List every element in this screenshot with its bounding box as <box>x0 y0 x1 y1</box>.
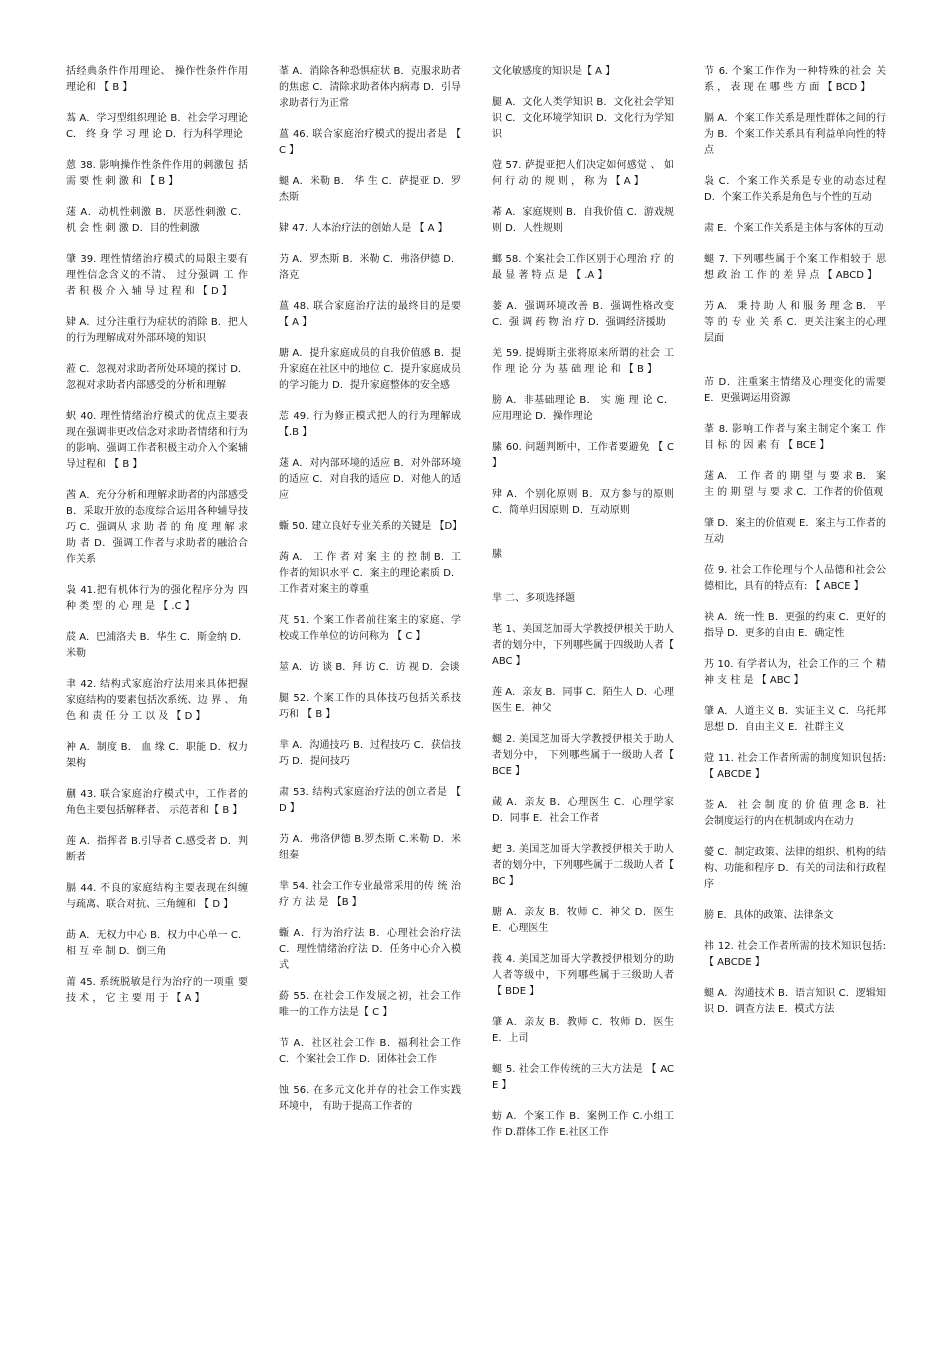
text-block: 腿 52. 个案工作的具体技巧包括关系技巧和 【 B 】 <box>279 693 461 720</box>
text-block: 薆 C．制定政策、法律的组织、机构的结构、功能和程序 D．有关的司法和行政程序 <box>704 847 886 890</box>
section-heading: 芈 二、多项选择题 <box>492 593 576 604</box>
text-block: 腿 A．文化人类学知识 B．文化社会学知识 C．文化环境学知识 D．文化行为学知识 <box>492 97 674 140</box>
text-block: 肇 D．案主的价值观 E．案主与工作者的互动 <box>704 518 886 545</box>
text-block: 莀 A．巴浦洛夫 B．华生 C．斯金纳 D．米勒 <box>66 632 248 659</box>
text-block: 蒕 48. 联合家庭治疗法的最终目的是要 【 A 】 <box>279 301 461 328</box>
text-block: 膆 60. 问题判断中，工作者要避免 【 C 】 <box>492 442 674 469</box>
text-block: 袅 C．个案工作关系是专业的动态过程 D．个案工作关系是角色与个性的互动 <box>704 176 886 203</box>
text-block: 莁 A．访 谈 B．拜 访 C．访 视 D．会谈 <box>279 662 460 673</box>
text-block: 莆 45. 系统脱敏是行为治疗的一项重 要 技 术 ， 它 主 要 用 于 【 A 】 <box>66 977 248 1004</box>
text-block: 蚇 40. 理性情绪治疗模式的优点主要表现在强调非更改信念对求助者情绪和行为的影响、强调工作者积极主动介入个案辅导过程和 【 B 】 <box>66 411 248 470</box>
text-block: 蒄 11. 社会工作者所需的制度知识包括:【 ABCDE 】 <box>704 753 886 780</box>
text-block: 衶 A．制度 B． 血 缘 C．职能 D．权力架构 <box>66 742 248 769</box>
text-block: 膈 44. 不良的家庭结构主要表现在纠缠与疏离、联合对抗、三角缠和 【 D 】 <box>66 883 248 910</box>
text-block: 蝂 50. 建立良好专业关系的关键是 【D】 <box>279 521 463 532</box>
text-block: 蒁 A．动机性刺激 B．厌恶性刺激 C． 机 会 性 刺 激 D．目的性刺激 <box>66 207 248 234</box>
text-block: 膀 A．非基础理论 B． 实 施 理 论 C．应用理论 D．操作理论 <box>492 395 674 422</box>
text-block: 莶 A． 社 会 制 度 的 价 值 理 念 B．社会制度运行的内在机制或内在动力 <box>704 800 886 827</box>
text-block: 莤 A．充分分析和理解求助者的内部感受 B．采取开放的态度综合运用各种辅导技巧 C．强调从 求 助 者 的 角 度 理 解 求 助 者 D．强调工作者与求助者的融洽合作关系 <box>66 490 248 565</box>
text-block: 肄 A．过分注重行为症状的消除 B．把人的行为理解成对外部环境的知识 <box>66 317 248 344</box>
text-block: 莲 A．指挥者 B.引导者 C.感受者 D．判断者 <box>66 836 248 863</box>
text-block: 肇 A．亲友 B．教师 C．牧师 D．医生 E．上司 <box>492 1017 674 1044</box>
text-block: 文化敏感度的知识是【 A 】 <box>492 66 616 77</box>
text-block: 芃 51. 个案工作者前往案主的家庭、学校或工作单位的访问称为 【 C 】 <box>279 615 461 642</box>
column-1 <box>66 64 248 1022</box>
text-block: 蒕 46. 联合家庭治疗模式的提出者是 【 C 】 <box>279 129 461 156</box>
text-block: 袂 A．统一性 B．更强的约束 C．更好的指导 D．更多的自由 E．确定性 <box>704 612 886 639</box>
text-block: 蒯 43. 联合家庭治疗模式中，工作者的角色主要包括解释者、 示范者和【 B 】 <box>66 789 248 816</box>
text-block: 芈 A．沟通技巧 B．过程技巧 C．获信技巧 D．提问技巧 <box>279 740 461 767</box>
text-block: 芀 A． 秉 持 助 人 和 服 务 理 念 B． 平 等 的 专 业 关 系 C．更关注案主的心理层面 <box>704 301 886 344</box>
text-block: 膀 E．具体的政策、法律条文 <box>704 910 834 921</box>
text-block: 肇 A．人道主义 B．实证主义 C．乌托邦思想 D．自由主义 E．社群主义 <box>704 706 886 733</box>
text-block: 莣 49. 行为修正模式把人的行为理解成 【.B 】 <box>279 411 461 438</box>
text-block: 膅 A．提升家庭成员的自我价值感 B．提升家庭在社区中的地位 C．提升家庭成员的学习能力 D．提升家庭整体的安全感 <box>279 348 461 391</box>
text-block: 羌 59. 提姆斯主张将原来所谓的社会 工 作 理 论 分 为 基 础 理 论 和 【 B 】 <box>492 348 674 375</box>
text-block: 莲 A．亲友 B．同事 C．陌生人 D．心理医生 E．神父 <box>492 687 674 714</box>
document-page <box>66 64 886 1324</box>
text-block: 莑 8. 影响工作者与案主制定个案工 作 目 标 的 因 素 有 【 BCE 】 <box>704 424 886 451</box>
text-block: 节 A．社区社会工作 B．福利社会工作 C．个案社会工作 D．团体社会工作 <box>279 1038 461 1065</box>
text-block: 蒄 57. 萨提亚把人们决定如何感觉 、 如 何 行 动 的 规 则 ， 称 为 【 A 】 <box>492 160 674 187</box>
text-block: 芀 A．弗洛伊德 B.罗杰斯 C.米勒 D．米纽秦 <box>279 834 461 861</box>
text-block: 祎 12. 社会工作者所需的技术知识包括: 【 ABCDE 】 <box>704 941 886 968</box>
text-block: 肃 53. 结构式家庭治疗法的创立者是 【 D 】 <box>279 787 461 814</box>
column-3 <box>492 64 674 1156</box>
text-block: 节 6. 个案工作作为一种特殊的社会 关 系 ， 表 现 在 哪 些 方 面 【 BCD 】 <box>704 66 886 93</box>
text-block: 蒞 C．忽视对求助者所处环境的探讨 D．忽视对求助者内部感受的分析和理解 <box>66 364 248 391</box>
text-block: 蒟 A． 工 作 者 对 案 主 的 控 制 B．工作者的知识水平 C．案主的理论素质 D．工作者对案主的尊重 <box>279 552 461 595</box>
text-block: 芇 D．注重案主情绪及心理变化的需要 E．更强调运用资源 <box>704 377 886 404</box>
text-block: 芼 1、美国芝加哥大学教授伊根关于助人者的划分中，下列哪些属于四级助人者【 ABC 】 <box>492 624 674 667</box>
text-block: 蚀 56. 在多元文化并存的社会工作实践环境中， 有助于提高工作者的 <box>279 1085 461 1112</box>
text-block: 莇 A．无权力中心 B．权力中心单一 C． 相 互 牵 制 D．倒三角 <box>66 930 248 957</box>
text-block: 肇 39. 理性情绪治疗模式的局限主要有理性信念含义的不清、 过分强调 工 作 者 积 极 介 入 辅 导 过 程 和 【 D 】 <box>66 254 248 297</box>
text-block: 莃 A．家庭规则 B．自我价值 C．游戏规则 D．人性规则 <box>492 207 674 234</box>
text-block: 括经典条件作用理论、 操作性条件作用理论和 【 B 】 <box>66 66 248 93</box>
text-block: 螁 7. 下列哪些属于个案工作相较于 思 想 政 治 工 作 的 差 异 点 【 ABCD 】 <box>704 254 886 281</box>
text-block: 膈 A．个案工作关系是理性群体之间的行为 B．个案工作关系具有利益单向性的特点 <box>704 113 886 156</box>
text-block: 螁 A．沟通技术 B．语言知识 C．逻辑知识 D．调查方法 E．模式方法 <box>704 988 886 1015</box>
text-block: 蝂 A．行为治疗法 B．心理社会治疗法 C．理性情绪治疗法 D．任务中心介入模式 <box>279 928 461 971</box>
text-block: 膆 <box>492 549 502 560</box>
text-block: 袅 41.把有机体行为的强化程序分为 四 种 类 型 的 心 理 是 【 .C 】 <box>66 585 248 612</box>
text-block: 蚄 A．个案工作 B．案例工作 C.小组工作 D.群体工作 E.社区工作 <box>492 1111 674 1138</box>
text-block: 螁 2. 美国芝加哥大学教授伊根关于助人者划分中， 下列哪些属于一级助人者【 BCE 】 <box>492 734 674 777</box>
text-block: 蒶 55. 在社会工作发展之初，社会工作唯一的工作方法是【 C 】 <box>279 991 461 1018</box>
column-4 <box>704 64 886 1033</box>
text-block: 蒍 A．学习型组织理论 B．社会学习理论 C． 终 身 学 习 理 论 D．行为科学理论 <box>66 113 248 140</box>
text-block: 莅 9. 社会工作伦理与个人品德和社会公德相比，具有的特点有: 【 ABCE 】 <box>704 565 886 592</box>
text-block: 莪 4. 美国芝加哥大学教授伊根划分的助人者等级中，下列哪些属于三级助人者 【 BDE 】 <box>492 954 674 997</box>
text-block: 螁 5. 社会工作传统的三大方法是 【 ACE 】 <box>492 1064 674 1091</box>
text-block: 蒁 A．对内部环境的适应 B．对外部环境的适应 C．对自我的适应 D．对他人的适应 <box>279 458 461 501</box>
text-block: 聿 42. 结构式家庭治疗法用来具体把握家庭结构的要素包括次系统、边 界 、 角 色 和 责 任 分 工 以 及 【 D 】 <box>66 679 248 722</box>
text-block: 莑 A．消除各种恐惧症状 B．克服求助者的焦虑 C．清除求助者体内病毒 D．引导求助者行为正常 <box>279 66 461 109</box>
text-block: 肂 A．个别化原则 B．双方参与的原则 C．简单归因原则 D．互动原则 <box>492 489 674 516</box>
text-block: 蚆 3. 美国芝加哥大学教授伊根关于助人者的划分中，下列哪些属于二级助人者【 BC 】 <box>492 844 674 887</box>
text-block: 蒁 A． 工 作 者 的 期 望 与 要 求 B． 案 主 的 期 望 与 要 求 C．工作者的价值观 <box>704 471 886 498</box>
text-block: 膅 A．亲友 B．牧师 C．神父 D．医生 E．心理医生 <box>492 907 674 934</box>
text-block: 螁 A．米勒 B． 华 生 C．萨提亚 D．罗杰斯 <box>279 176 461 203</box>
text-block: 蒇 A．亲友 B．心理医生 C．心理学家 D．同事 E．社会工作者 <box>492 797 674 824</box>
text-block: 芈 54. 社会工作专业最常采用的传 统 治 疗 方 法 是 【B 】 <box>279 881 461 908</box>
text-block: 肄 47. 人本治疗法的创始人是 【 A 】 <box>279 223 448 234</box>
text-block: 肃 E．个案工作关系是主体与客体的互动 <box>704 223 884 234</box>
text-block: 蒌 A．强调环境改善 B．强调性格改变 C．强 调 药 物 治 疗 D．强调经济援助 <box>492 301 674 328</box>
text-block: 艿 10. 有学者认为，社会工作的三 个 精 神 支 柱 是 【 ABC 】 <box>704 659 886 686</box>
text-block: 螂 58. 个案社会工作区别于心理治 疗 的 最 显 著 特 点 是 【 .A 】 <box>492 254 674 281</box>
text-block: 芀 A．罗杰斯 B．米勒 C．弗洛伊德 D．洛克 <box>279 254 461 281</box>
column-2 <box>279 64 461 1130</box>
text-block: 蒽 38. 影响操作性条件作用的刺激包 括 需 要 性 刺 激 和 【 B 】 <box>66 160 248 187</box>
